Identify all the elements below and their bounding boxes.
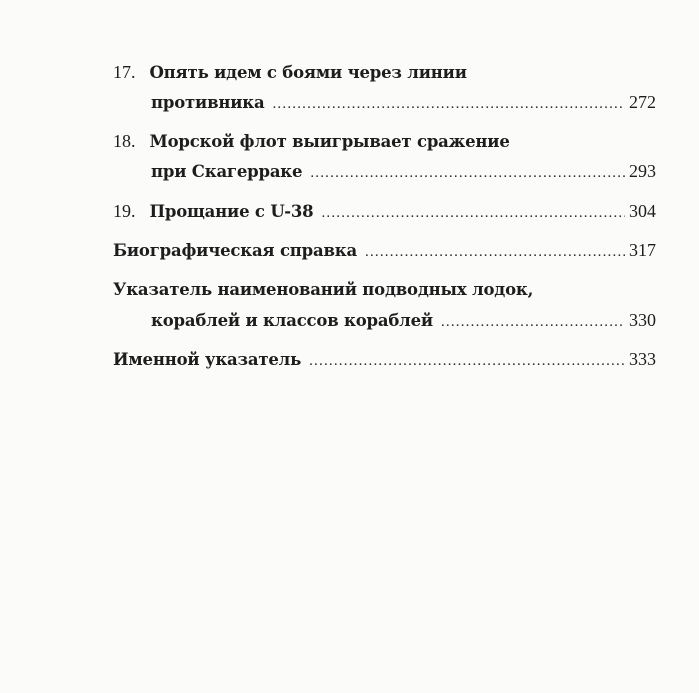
toc-entry-title-continued: противника <box>151 93 265 112</box>
toc-entry-biography <box>113 240 656 261</box>
toc-entry-title: Опять идем с боями через линии <box>149 63 467 82</box>
dot-leader <box>441 314 625 331</box>
dot-leader <box>309 353 625 370</box>
toc-entry-page: 333 <box>629 349 656 369</box>
toc-entry-title: Прощание с U-38 <box>149 202 314 221</box>
toc-entry-page: 272 <box>629 92 656 112</box>
toc-entry-name-index <box>113 349 656 370</box>
toc-entry-page: 304 <box>629 201 656 221</box>
toc-entry-number: 19. <box>113 201 136 221</box>
toc-entry-title: Именной указатель <box>113 350 302 369</box>
dot-leader <box>321 205 625 222</box>
toc-entry-17-line2 <box>151 92 656 113</box>
toc-entry-17-line1 <box>113 62 633 83</box>
toc-entry-19 <box>113 201 656 222</box>
toc-entry-page: 330 <box>629 310 656 330</box>
toc-entry-18-line1 <box>113 131 633 152</box>
toc-entry-title: Указатель наименований подводных лодок, <box>113 280 534 299</box>
toc-entry-18-line2 <box>151 161 656 182</box>
toc-entry-number: 18. <box>113 131 136 151</box>
dot-leader <box>310 165 625 182</box>
dot-leader <box>365 244 625 261</box>
dot-leader <box>272 96 625 113</box>
toc-entry-ship-index-line1 <box>113 280 633 299</box>
toc-entry-number: 17. <box>113 62 136 82</box>
toc-entry-title-continued: кораблей и классов кораблей <box>151 311 433 330</box>
toc-entry-page: 317 <box>629 240 656 260</box>
toc-entry-ship-index-line2 <box>151 310 656 331</box>
toc-entry-page: 293 <box>629 161 656 181</box>
toc-entry-title-continued: при Скагерраке <box>151 162 303 181</box>
toc-entry-title: Морской флот выигрывает сражение <box>149 132 510 151</box>
toc-entry-title: Биографическая справка <box>113 241 357 260</box>
